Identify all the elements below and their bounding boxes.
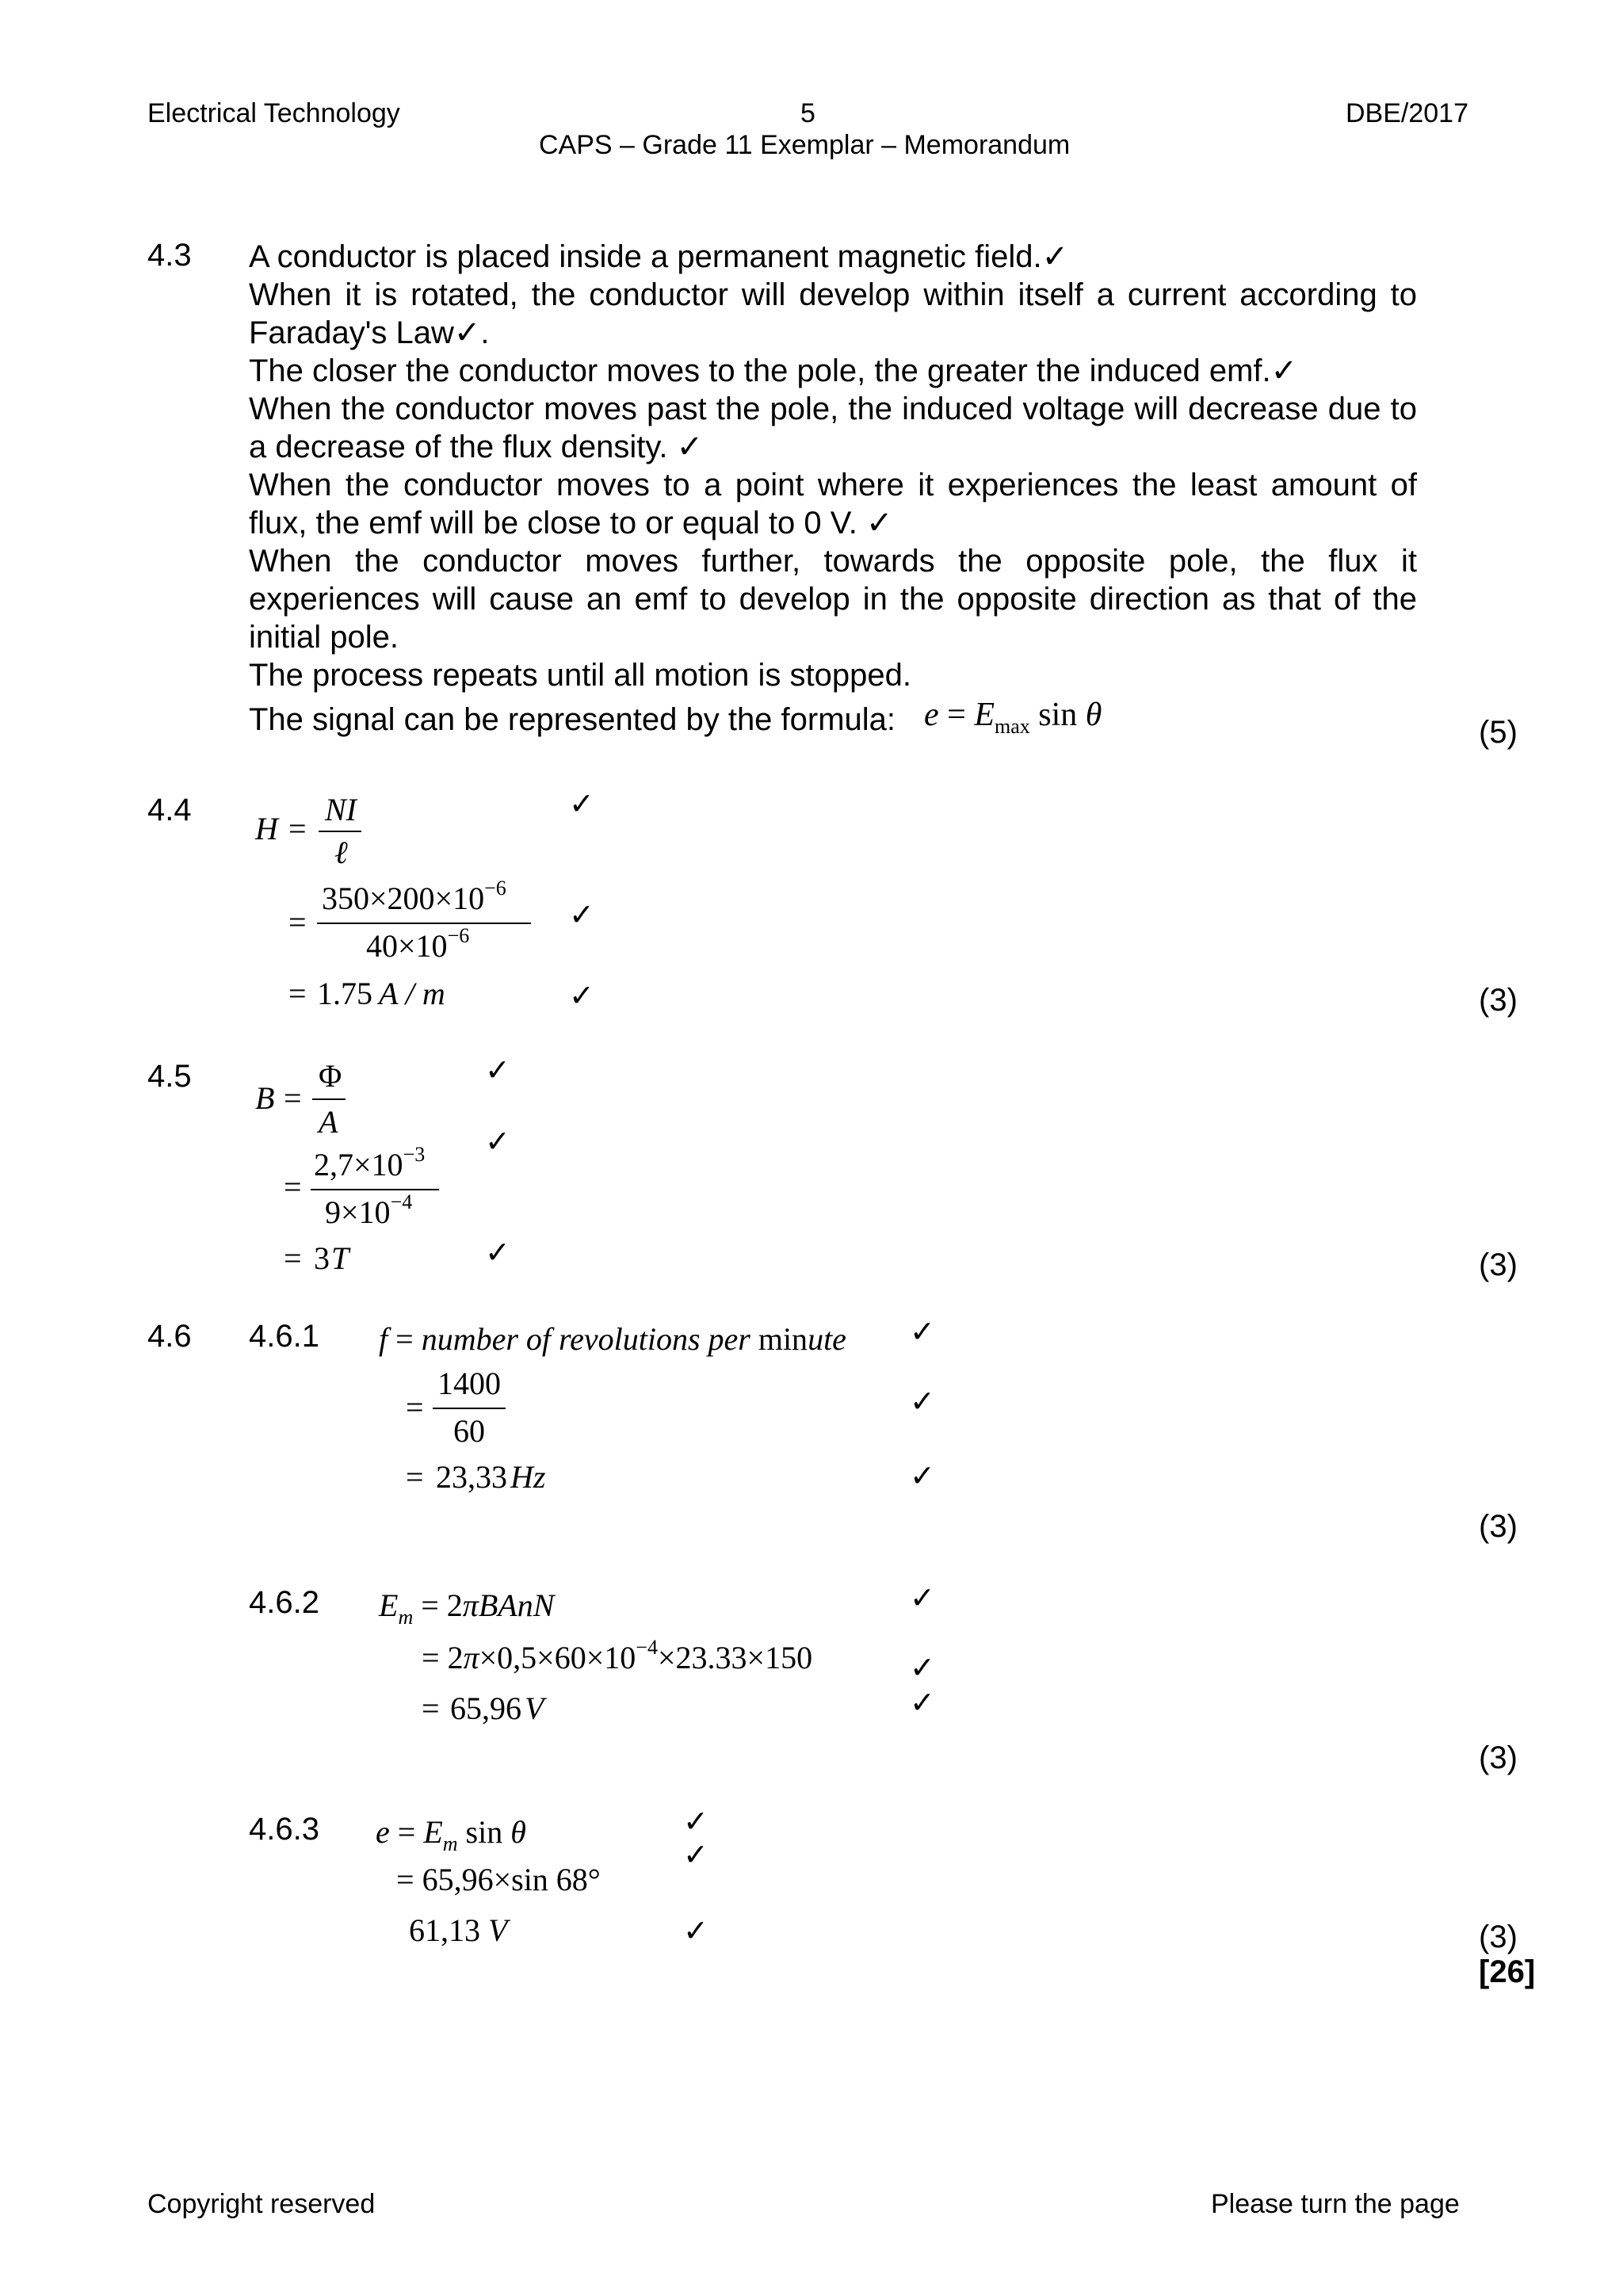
q4-6-1-numerator: 1400 bbox=[437, 1366, 501, 1401]
header-subject: Electrical Technology bbox=[147, 98, 400, 128]
q4-4-fraction-bar-2 bbox=[317, 923, 531, 924]
q4-6-1-unit: Hz bbox=[510, 1459, 546, 1495]
q4-4-eq-3: = bbox=[288, 976, 307, 1011]
q4-4-value: 1.75 bbox=[317, 976, 372, 1011]
q4-4-lhs: H bbox=[255, 811, 278, 846]
footer-copyright: Copyright reserved bbox=[147, 2189, 376, 2219]
question-number-4-6-3: 4.6.3 bbox=[249, 1812, 319, 1847]
check-mark-icon: ✓ bbox=[910, 1458, 935, 1493]
q4-3-line-1: A conductor is placed inside a permanent magnetic field.✓ bbox=[249, 239, 1069, 274]
q4-5-marks: (3) bbox=[1479, 1247, 1518, 1282]
q4-6-2-value: 65,96 bbox=[450, 1690, 521, 1726]
q4-6-1-eq-2: = bbox=[406, 1389, 424, 1425]
q4-5-denominator-2: $9\times 10^{-4}$ bbox=[325, 1190, 413, 1230]
question-number-4-6: 4.6 bbox=[147, 1319, 192, 1354]
q4-6-1-denominator: 60 bbox=[453, 1413, 485, 1449]
q4-6-2-line-2: = $2\pi\times 0,5\times 60\times 10^{-4}\times 23.33\times 150$ bbox=[422, 1636, 813, 1675]
q4-6-2-eq-3: = bbox=[422, 1690, 440, 1726]
q4-5-fraction-bar-2 bbox=[311, 1189, 439, 1190]
q4-4-unit: A / m bbox=[379, 976, 445, 1011]
q4-5-numerator-1: Φ bbox=[319, 1058, 342, 1094]
q4-6-2-unit: V bbox=[525, 1690, 544, 1726]
q4-3-formula: $e = E_{max}$ sin θ bbox=[924, 697, 1102, 738]
question-number-4-6-2: 4.6.2 bbox=[249, 1585, 319, 1620]
question-number-4-4: 4.4 bbox=[147, 793, 192, 827]
q4-3-line-3: The closer the conductor moves to the pole, the greater the induced emf.✓ bbox=[249, 353, 1298, 388]
q4-5-lhs: B bbox=[255, 1080, 275, 1116]
question-number-4-6-1: 4.6.1 bbox=[249, 1319, 319, 1354]
q4-3-line-2: When it is rotated, the conductor will develop within itself a current according to Faraday's Law✓. bbox=[249, 277, 1417, 350]
q4-6-3-line-3: 61,13 V bbox=[409, 1912, 508, 1948]
q4-3-marks: (5) bbox=[1479, 715, 1518, 750]
q4-6-1-line-1: f = number of revolutions per minute bbox=[379, 1321, 846, 1357]
q4-6-1-value: 23,33 bbox=[436, 1459, 507, 1495]
question-number-4-3: 4.3 bbox=[147, 238, 192, 273]
q4-3-line-6: When the conductor moves further, towards the opposite pole, the flux it experiences will cause an emf to develop in the opposite direction as that of the initial pole. bbox=[249, 544, 1417, 655]
q4-3-line-4: When the conductor moves past the pole, the induced voltage will decrease due to a decrease of the flux density. ✓ bbox=[249, 392, 1417, 464]
q4-6-2-marks: (3) bbox=[1479, 1740, 1518, 1775]
q4-6-3-marks: (3) bbox=[1479, 1920, 1518, 1954]
q4-3-line-7: The process repeats until all motion is stopped. bbox=[249, 658, 911, 693]
q4-5-fraction-bar-1 bbox=[312, 1098, 346, 1100]
q4-6-1-fraction-bar bbox=[433, 1408, 506, 1409]
q4-4-numerator-2: $350\times 200\times 10^{-6}$ bbox=[322, 877, 506, 916]
q4-5-unit: T bbox=[331, 1240, 349, 1276]
check-mark-icon: ✓ bbox=[485, 1124, 510, 1159]
q4-6-2-line-1: $E_m$ = 2πBAnN bbox=[379, 1587, 555, 1629]
q4-4-eq-1: = bbox=[288, 811, 307, 846]
check-mark-icon: ✓ bbox=[910, 1384, 935, 1419]
q4-5-eq-2: = bbox=[284, 1169, 302, 1205]
page-number: 5 bbox=[800, 98, 815, 128]
check-mark-icon: ✓ bbox=[683, 1913, 708, 1948]
check-mark-icon: ✓ bbox=[569, 897, 594, 932]
q4-6-3-line-1: $e = E_m$ sin θ bbox=[376, 1814, 526, 1855]
q4-5-numerator-2: $2,7\times 10^{-3}$ bbox=[314, 1143, 426, 1182]
q4-4-denominator-1: ℓ bbox=[334, 835, 348, 870]
q4-4-fraction-bar-1 bbox=[319, 831, 361, 832]
q4-5-eq-3: = bbox=[284, 1240, 302, 1276]
header-subtitle: CAPS – Grade 11 Exemplar – Memorandum bbox=[539, 130, 1071, 160]
q4-6-1-eq-3: = bbox=[406, 1459, 424, 1495]
check-mark-icon: ✓ bbox=[569, 786, 594, 821]
q4-3-formula-intro: The signal can be represented by the formula: bbox=[249, 702, 896, 737]
check-mark-icon: ✓ bbox=[683, 1804, 708, 1839]
q4-3-line-5: When the conductor moves to a point where it experiences the least amount of flux, the emf will be close to or equal to 0 V. ✓ bbox=[249, 468, 1417, 541]
check-mark-icon: ✓ bbox=[485, 1052, 510, 1087]
q4-5-eq-1: = bbox=[284, 1080, 302, 1116]
q4-4-numerator-1: NI bbox=[325, 792, 357, 827]
footer-turn-page: Please turn the page bbox=[1211, 2189, 1460, 2219]
check-mark-icon: ✓ bbox=[910, 1650, 935, 1685]
check-mark-icon: ✓ bbox=[569, 978, 594, 1013]
q4-4-marks: (3) bbox=[1479, 983, 1518, 1018]
q4-6-3-line-2: = 65,96×sin 68° bbox=[396, 1862, 601, 1897]
header-code: DBE/2017 bbox=[1346, 98, 1468, 128]
q4-5-denominator-1: A bbox=[319, 1104, 338, 1140]
q4-5-value: 3 bbox=[314, 1240, 330, 1276]
q4-4-denominator-2: $40\times 10^{-6}$ bbox=[366, 924, 470, 964]
check-mark-icon: ✓ bbox=[485, 1235, 510, 1270]
check-mark-icon: ✓ bbox=[910, 1580, 935, 1615]
check-mark-icon: ✓ bbox=[910, 1685, 935, 1720]
q4-4-eq-2: = bbox=[288, 904, 307, 940]
check-mark-icon: ✓ bbox=[910, 1314, 935, 1349]
check-mark-icon: ✓ bbox=[683, 1837, 708, 1872]
q4-6-1-marks: (3) bbox=[1479, 1509, 1518, 1544]
question-total: [26] bbox=[1479, 1954, 1536, 1989]
question-number-4-5: 4.5 bbox=[147, 1059, 192, 1094]
